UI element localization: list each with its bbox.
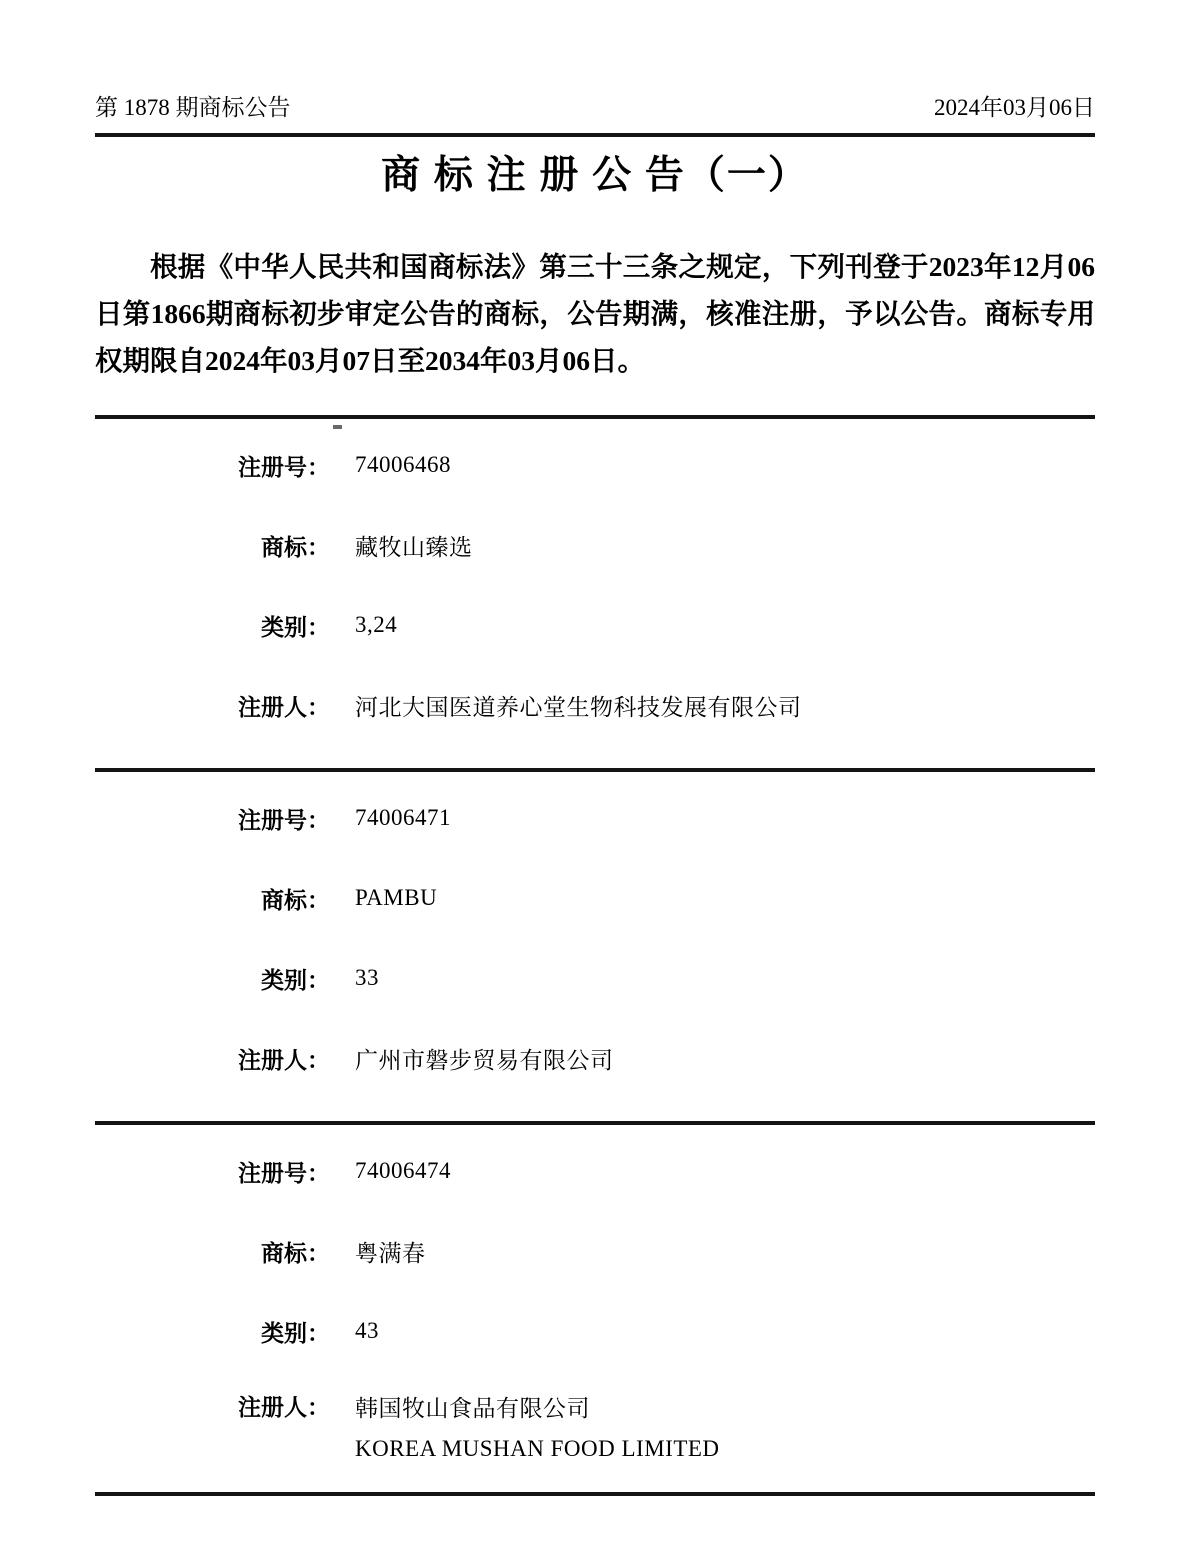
field-label-reg-no: 注册号： (238, 454, 330, 480)
field-label-reg-no: 注册号： (238, 807, 330, 833)
field-row-category (95, 585, 1095, 665)
field-label-category: 类别： (261, 614, 330, 640)
trademark-entry-1 (95, 415, 1095, 768)
field-row-trademark (95, 858, 1095, 938)
category-value: 33 (355, 965, 379, 990)
field-label-category: 类别： (261, 967, 330, 993)
field-label-registrant: 注册人： (238, 1047, 330, 1073)
field-row-category (95, 938, 1095, 1018)
bottom-divider (95, 1492, 1095, 1496)
field-row-registrant (95, 665, 1095, 745)
registrant-value-en: KOREA MUSHAN FOOD LIMITED (355, 1436, 720, 1461)
trademark-value: PAMBU (355, 885, 438, 910)
reg-no-value: 74006471 (355, 805, 451, 830)
field-row-registrant (95, 1018, 1095, 1098)
field-label-registrant: 注册人： (238, 694, 330, 720)
category-value: 43 (355, 1318, 379, 1343)
field-label-reg-no: 注册号： (238, 1160, 330, 1186)
field-label-trademark: 商标： (261, 1240, 330, 1266)
trademark-value: 粤满春 (355, 1240, 426, 1266)
reg-no-value: 74006468 (355, 452, 451, 477)
intro-paragraph: 根据《中华人民共和国商标法》第三十三条之规定，下列刊登于2023年12月06日第1866期商标初步审定公告的商标，公告期满，核准注册，予以公告。商标专用权期限自2024年03月07日至2034年03月06日。 (95, 251, 1095, 376)
field-label-category: 类别： (261, 1320, 330, 1346)
field-row-category (95, 1291, 1095, 1371)
field-label-trademark: 商标： (261, 887, 330, 913)
registrant-value: 韩国牧山食品有限公司 (355, 1396, 590, 1421)
field-row-reg-no (95, 778, 1095, 858)
registrant-value-group (355, 1389, 720, 1469)
field-row-reg-no (95, 425, 1095, 505)
field-row-trademark (95, 1211, 1095, 1291)
trademark-entry-3 (95, 1121, 1095, 1492)
field-row-trademark (95, 505, 1095, 585)
field-label-trademark: 商标： (261, 534, 330, 560)
entries-list (95, 415, 1095, 1492)
registrant-value: 广州市磐步贸易有限公司 (355, 1047, 614, 1073)
gazette-date: 2024年03月06日 (934, 95, 1095, 120)
field-row-registrant (95, 1371, 1095, 1469)
gazette-issue: 第 1878 期商标公告 (95, 95, 291, 120)
field-label-registrant: 注册人： (238, 1395, 330, 1420)
category-value: 3,24 (355, 612, 398, 637)
field-row-reg-no (95, 1131, 1095, 1211)
trademark-entry-2 (95, 768, 1095, 1121)
trademark-value: 藏牧山臻选 (355, 534, 473, 560)
page-header (95, 0, 1095, 122)
reg-no-value: 74006474 (355, 1158, 451, 1183)
registrant-value: 河北大国医道养心堂生物科技发展有限公司 (355, 694, 802, 720)
page-title: 商 标 注 册 公 告（一） (381, 154, 809, 197)
header-divider (95, 133, 1095, 137)
